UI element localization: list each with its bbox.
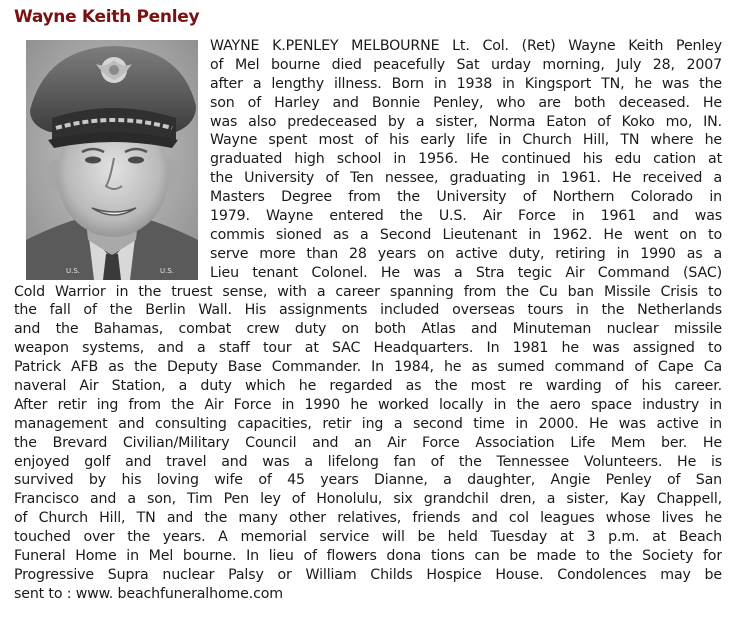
obituary-line: son of Harley and Bonnie Penley, who are both deceased. He <box>210 94 722 111</box>
obituary-line: Progressive Supra nuclear Palsy or William Childs Hospice House. Condolences may be <box>14 566 722 583</box>
obituary-line: naveral Air Station, a duty which he regarded as the most re warding of his career. <box>14 378 722 395</box>
obituary-line: commis sioned as a Second Lieutenant in 1962. He went on to <box>210 226 722 243</box>
obituary-text <box>0 37 735 604</box>
obituary-line: the Brevard Civilian/Military Council and an Air Force Association Life Mem ber. He <box>14 434 722 451</box>
obituary-line: after a lengthy illness. Born in 1938 in Kingsport TN, he was the <box>210 75 722 92</box>
obituary-line: Lieu tenant Colonel. He was a Stra tegic Air Command (SAC) <box>210 264 722 281</box>
obituary-line: serve more than 28 years on active duty, retiring in 1990 as a <box>210 245 722 262</box>
obituary-line: Masters Degree from the University of Northern Colorado in <box>210 189 722 206</box>
obituary-line: graduated high school in 1956. He continued his edu cation at <box>210 151 722 168</box>
obituary-line: management and consulting capacities, retir ing a second time in 2000. He was active in <box>14 415 722 432</box>
svg-text:U.S.: U.S. <box>160 267 175 275</box>
obituary-line: of Mel bourne died peacefully Sat urday morning, July 28, 2007 <box>210 56 722 73</box>
obituary-line: the University of Ten nessee, graduating in 1961. He received a <box>210 170 722 187</box>
obituary-line: was also predeceased by a sister, Norma Eaton of Koko mo, IN. <box>210 113 722 130</box>
obituary-line: weapon systems, and a staff tour at SAC Headquarters. In 1981 he was assigned to <box>14 340 722 357</box>
obituary-line: touched over the years. A memorial service will be held Tuesday at 3 p.m. at Beach <box>14 529 722 546</box>
svg-text:U.S.: U.S. <box>66 267 81 275</box>
obituary-line: Wayne spent most of his early life in Church Hill, TN where he <box>210 132 722 149</box>
obituary-line: WAYNE K.PENLEY MELBOURNE Lt. Col. (Ret) Wayne Keith Penley <box>210 38 722 54</box>
obituary-line: survived by his loving wife of 45 years Dianne, a daughter, Angie Penley of San <box>14 472 722 489</box>
obituary-line: Funeral Home in Mel bourne. In lieu of flowers dona tions can be made to the Society for <box>14 548 722 565</box>
obituary-line: of Church Hill, TN and the many other relatives, friends and col leagues whose lives he <box>14 510 722 527</box>
obituary-line: Patrick AFB as the Deputy Base Commander. In 1984, he as sumed command of Cape Ca <box>14 359 722 376</box>
obituary-line: Francisco and a son, Tim Pen ley of Honolulu, six grandchil dren, a sister, Kay Chappell, <box>14 491 722 508</box>
obituary-line: After retir ing from the Air Force in 1990 he worked locally in the aero space industry in <box>14 396 722 413</box>
obituary-line: enjoyed golf and travel and was a lifelong fan of the Tennessee Volunteers. He is <box>14 453 722 470</box>
obituary-line: Cold Warrior in the truest sense, with a career spanning from the Cu ban Missile Crisis to <box>14 283 722 300</box>
obituary-line: and the Bahamas, combat crew duty on both Atlas and Minuteman nuclear missile <box>14 321 722 338</box>
obituary-line: 1979. Wayne entered the U.S. Air Force in 1961 and was <box>210 208 722 225</box>
obituary-line: the fall of the Berlin Wall. His assignments included overseas tours in the Netherlands <box>14 302 722 319</box>
obituary-title: Wayne Keith Penley <box>14 7 200 27</box>
condolences-line: sent to : www. beachfuneralhome.com <box>14 585 283 602</box>
